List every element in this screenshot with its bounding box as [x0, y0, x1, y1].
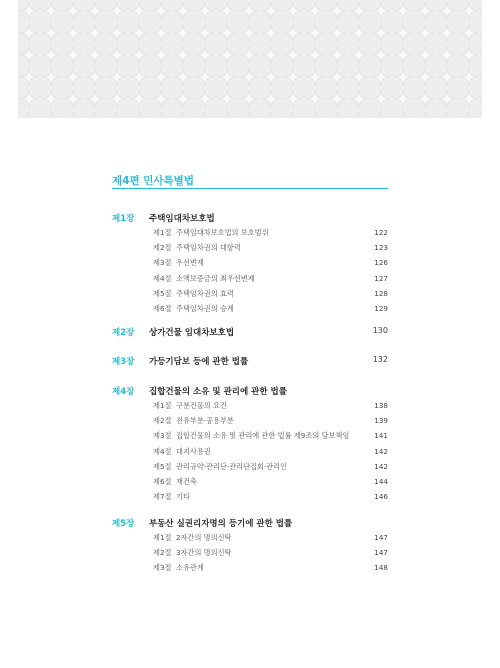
section-page-number: 148: [374, 563, 388, 573]
section-page-number: 146: [374, 492, 388, 502]
chapter-row: [112, 326, 388, 340]
section-page-number: 127: [374, 273, 388, 283]
section-number: 제4절: [153, 446, 172, 456]
part-title: 제4편 민사특별법: [112, 175, 194, 187]
section-page-number: 139: [374, 416, 388, 426]
part-heading-rule: [112, 188, 388, 189]
chapter-number: 제5장: [112, 519, 135, 529]
section-title: 전유부분·공용부분: [176, 416, 234, 426]
section-row: [153, 258, 388, 270]
section-title: 소액보증금의 최우선변제: [176, 273, 255, 283]
section-number: 제2절: [153, 548, 172, 558]
section-row: [153, 492, 388, 504]
chapter-number: 제3장: [112, 357, 135, 367]
section-row: [153, 533, 388, 545]
section-title: 집합건물의 소유 및 관리에 관한 법률 제9조의 담보책임: [176, 431, 350, 441]
section-number: 제4절: [153, 273, 172, 283]
section-row: [153, 228, 388, 240]
section-row: [153, 447, 388, 459]
section-title: 재건축: [176, 477, 197, 486]
section-title: 기타: [176, 492, 190, 502]
chapter-row: [112, 212, 388, 226]
section-page-number: 123: [374, 243, 388, 253]
section-page-number: 142: [374, 446, 388, 456]
section-number: 제1절: [153, 228, 172, 237]
section-number: 제3절: [153, 563, 172, 573]
section-row: [153, 462, 388, 474]
section-page-number: 122: [374, 228, 388, 237]
section-row: [153, 243, 388, 255]
section-row: [153, 548, 388, 560]
section-number: 제7절: [153, 492, 172, 502]
chapter-title: 부동산 실권리자명의 등기에 관한 법률: [149, 519, 293, 529]
chapter-row: [112, 385, 388, 399]
part-heading: [112, 173, 388, 190]
section-number: 제5절: [153, 288, 172, 298]
decorative-pattern-banner: [18, 0, 482, 118]
chapter-title: 주택임대차보호법: [149, 214, 215, 224]
section-page-number: 147: [374, 548, 388, 558]
chapter-row: [112, 517, 388, 531]
section-title: 대지사용권: [176, 446, 211, 456]
chapter-title: 집합건물의 소유 및 관리에 관한 법률: [149, 387, 287, 397]
lattice-pattern-icon: [18, 0, 482, 118]
section-page-number: 141: [374, 431, 388, 441]
chapter-title: 가등기담보 등에 관한 법률: [149, 357, 249, 367]
section-number: 제3절: [153, 258, 172, 268]
section-title: 2자간의 명의신탁: [176, 533, 232, 542]
section-row: [153, 274, 388, 286]
section-number: 제6절: [153, 477, 172, 486]
section-row: [153, 431, 388, 443]
section-row: [153, 416, 388, 428]
section-title: 주택임차권의 승계: [176, 304, 234, 313]
chapter-number: 제4장: [112, 387, 135, 397]
section-number: 제1절: [153, 533, 172, 542]
section-title: 구분건물의 요건: [176, 401, 227, 410]
chapter-title: 상가건물 임대차보호법: [149, 328, 235, 338]
section-page-number: 142: [374, 461, 388, 471]
section-title: 주택임차권의 효력: [176, 288, 234, 298]
section-title: 우선변제: [176, 258, 204, 268]
section-page-number: 147: [374, 533, 388, 542]
section-number: 제1절: [153, 401, 172, 410]
section-number: 제6절: [153, 304, 172, 313]
section-number: 제2절: [153, 243, 172, 253]
section-page-number: 144: [374, 477, 388, 486]
chapter-page-number: 130: [372, 326, 388, 335]
section-row: [153, 304, 388, 316]
section-row: [153, 563, 388, 575]
chapter-page-number: 132: [372, 355, 388, 364]
section-title: 주택임차권의 대항력: [176, 243, 241, 253]
section-page-number: 128: [374, 288, 388, 298]
section-row: [153, 401, 388, 413]
chapter-number: 제1장: [112, 214, 135, 224]
section-number: 제5절: [153, 461, 172, 471]
section-title: 관리규약·관리단·관리단집회·관리인: [176, 461, 288, 471]
chapter-number: 제2장: [112, 328, 135, 338]
section-page-number: 138: [374, 401, 388, 410]
section-row: [153, 289, 388, 301]
section-number: 제2절: [153, 416, 172, 426]
section-row: [153, 477, 388, 489]
section-page-number: 129: [374, 304, 388, 313]
section-number: 제3절: [153, 431, 172, 441]
section-page-number: 126: [374, 258, 388, 268]
section-title: 소유관계: [176, 563, 204, 573]
section-title: 3자간의 명의신탁: [176, 548, 232, 558]
chapter-row: [112, 355, 388, 369]
section-title: 주택임대차보호법의 보호범위: [176, 228, 269, 237]
